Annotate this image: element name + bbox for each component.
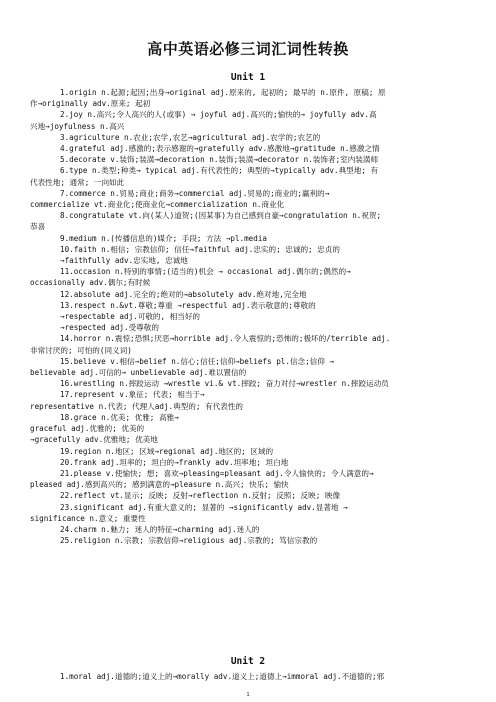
vocab-line: graceful adj.优雅的; 优美的 [30,424,145,434]
vocab-line: →respected adj.受尊敬的 [60,323,159,333]
vocab-line: 20.frank adj.坦率的; 坦白的→frankly adv.坦率地; 坦白地 [60,457,289,467]
vocab-line: 16.wrestling n.摔跤运动 →wrestle vi.& vt.摔跤; 奋力对付→wrestler n.摔跤运动员 [60,379,389,389]
vocab-line: 14.horror n.震惊;恐惧;厌恶→horrible adj.令人震惊的;恐怖的;极坏的/terrible adj. [60,334,391,344]
vocab-line: →gracefully adv.优雅地; 优美地 [30,435,158,445]
vocab-line: 24.charm n.魅力; 迷人的特征→charming adj.迷人的 [60,524,260,534]
vocab-line: pleased adj.感到高兴的; 感到满意的→pleasure n.高兴; 快乐; 愉快 [30,480,289,490]
vocab-line: believable adj.可信的→ unbelievable adj.难以置信的 [30,368,247,378]
vocab-line: 4.grateful adj.感激的;表示感谢的→gratefully adv.感激地→gratitude n.感激之情 [60,144,380,154]
vocab-line: 作→originally adv.原来; 起初 [30,99,151,109]
vocab-line: 11.occasion n.特别的事情;(适当的)机会 → occasional adj.偶尔的;偶然的→ [60,267,351,277]
vocab-line: 1.moral adj.道德的;道义上的→morally adv.道义上;道德上→immoral adj.不道德的;邪 [60,672,385,681]
vocab-line: →respectable adj.可敬的, 相当好的 [60,312,201,322]
vocab-line: commercialize vt.商业化;使商业化→commercialization n.商业化 [30,200,285,210]
vocab-line: 2.joy n.高兴;令人高兴的人(或事) → joyful adj.高兴的;愉快的→ joyfully adv.高 [60,110,377,120]
vocab-line: 代表性地; 通常; 一向如此 [30,177,125,187]
vocab-line: 25.religion n.宗教; 宗教信仰→religious adj.宗教的; 笃信宗教的 [60,536,318,546]
vocab-line: →faithfully adv.忠实地, 忠诚地 [60,256,188,266]
vocab-line: 23.significant adj.有重大意义的; 显著的 →significantly adv.显著地 → [60,502,348,512]
unit-2-entries [30,671,470,682]
vocab-line: 17.represent v.象征; 代表; 相当于→ [60,390,205,400]
vocab-line: representative n.代表; 代理人adj.典型的; 有代表性的 [30,401,244,411]
unit-1-heading: Unit 1 [230,72,266,83]
vocab-line: 15.believe v.相信→belief n.信心;信任;信仰→beliefs pl.信念;信仰 → [60,356,334,366]
page-title: 高中英语必修三词汇词性转换 [147,40,349,58]
vocab-line: 5.decorate v.装饰;装潢→decoration n.装饰;装潢→decorator n.装饰者;室内装潢师 [60,155,379,165]
vocab-line: 1.origin n.起源;起因;出身→original adj.原来的, 起初的; 最早的 n.原件, 原稿; 原 [60,88,386,97]
vocab-line: 7.commerce n.贸易;商业;商务→commercial adj.贸易的;商业的;赢利的→ [60,188,330,198]
vocab-line: 18.grace n.优美; 优雅; 高雅→ [60,412,179,422]
vocab-line: 12.absolute adj.完全的;绝对的→absolutely adv.绝对地,完全地 [60,289,307,299]
unit-2-heading: Unit 2 [230,656,266,667]
vocab-line: 恭喜 [30,222,46,232]
vocab-line: 非常讨厌的; 可怕的(同义词) [30,345,132,355]
vocab-line: 8.congratulate vt.向(某人)道贺;(因某事)为自己感到自豪→congratulation n.祝贺; [60,211,382,221]
vocab-line: 6.type n.类型;种类→ typical adj.有代表性的; 典型的→typically adv.典型地; 有 [60,166,379,176]
vocab-line: 9.medium n.(传播信息的)媒介; 手段; 方法 →pl.media [60,233,267,243]
vocab-line: 19.region n.地区; 区域→regional adj.地区的; 区域的 [60,446,274,456]
unit-1-entries [30,87,470,546]
vocab-line: 13.respect n.&vt.尊敬;尊重 →respectful adj.表示敬意的;尊敬的 [60,300,316,310]
vocab-line: 22.reflect vt.显示; 反映; 反射→reflection n.反射; 反照; 反映; 映像 [60,491,341,501]
vocab-line: 21.please v.使愉快; 想; 喜欢→pleasing=pleasant adj.令人愉快的; 令人满意的→ [60,468,374,478]
vocab-line: 3.agriculture n.农业;农学,农艺→agricultural adj.农学的;农艺的 [60,132,321,142]
vocab-line: 兴地→joyfulness n.高兴 [30,121,125,131]
vocab-line: 10.faith n.相信; 宗教信仰; 信任→faithful adj.忠实的; 忠诚的; 忠贞的 [60,244,340,254]
page-number: 1 [246,692,250,698]
vocab-line: occasionally adv.偶尔;有时候 [30,278,151,288]
vocab-line: significance n.意义; 重要性 [30,513,146,523]
